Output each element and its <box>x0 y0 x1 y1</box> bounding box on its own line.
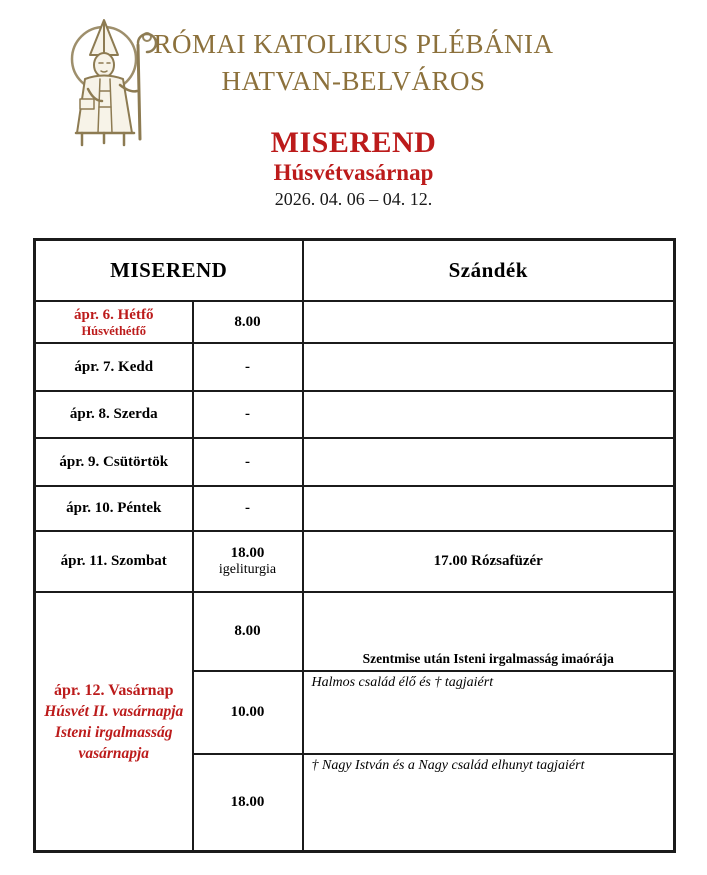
intention-cell <box>303 671 675 754</box>
schedule-table-container <box>33 238 676 853</box>
table-row-sunday-mass1 <box>35 592 675 671</box>
time-note: igeliturgia <box>218 562 277 577</box>
time-cell: 8.00 <box>193 592 303 671</box>
intention-cell <box>303 438 675 486</box>
bishop-logo-icon <box>54 15 160 148</box>
intention-cell <box>303 301 675 343</box>
day-cell <box>35 301 193 343</box>
after-mass-note: Szentmise után Isteni irgalmasság imaórája <box>362 651 614 666</box>
table-row-thursday <box>35 438 675 486</box>
date-range: 2026. 04. 06 – 04. 12. <box>274 189 433 209</box>
table-row-friday <box>35 486 675 531</box>
time-cell: - <box>193 343 303 391</box>
day-cell: ápr. 11. Szombat <box>35 531 193 592</box>
day-cell-sunday <box>35 592 193 852</box>
table-row-saturday <box>35 531 675 592</box>
page-title: MISEREND <box>270 126 437 159</box>
mass-schedule-table <box>33 238 676 853</box>
table-row-tuesday <box>35 343 675 391</box>
table-row-monday <box>35 301 675 343</box>
intention-cell <box>303 391 675 438</box>
time-cell: 10.00 <box>193 671 303 754</box>
time-cell <box>193 531 303 592</box>
time-cell: - <box>193 391 303 438</box>
day-label: ápr. 12. Vasárnap <box>54 681 174 699</box>
page-subtitle: Húsvétvasárnap <box>273 160 434 185</box>
day-note-1: Húsvét II. vasárnapja <box>44 702 184 720</box>
time-label: 18.00 <box>230 545 265 561</box>
day-note: Húsvéthétfő <box>81 323 147 338</box>
time-cell: 8.00 <box>193 301 303 343</box>
intention-cell <box>303 343 675 391</box>
intention-cell <box>303 592 675 671</box>
day-note-3: vasárnapja <box>78 744 150 762</box>
day-label: ápr. 6. Hétfő <box>74 306 154 323</box>
parish-name-line1: RÓMAI KATOLIKUS PLÉBÁNIA <box>153 29 554 59</box>
parish-name-line2: HATVAN-BELVÁROS <box>221 66 486 96</box>
day-note-2: Isteni irgalmasság <box>54 723 173 741</box>
column-header-szandek: Szándék <box>303 240 675 302</box>
intention-cell: 17.00 Rózsafüzér <box>303 531 675 592</box>
day-cell: ápr. 9. Csütörtök <box>35 438 193 486</box>
table-row-wednesday <box>35 391 675 438</box>
column-header-miserend: MISEREND <box>35 240 303 302</box>
intention-cell <box>303 486 675 531</box>
time-cell: 18.00 <box>193 754 303 852</box>
intention-cell <box>303 754 675 852</box>
time-cell: - <box>193 486 303 531</box>
table-header-row <box>35 240 675 302</box>
day-cell: ápr. 8. Szerda <box>35 391 193 438</box>
day-cell: ápr. 7. Kedd <box>35 343 193 391</box>
intention-text: Halmos család élő és † tagjaiért <box>311 675 494 690</box>
intention-text: † Nagy István és a Nagy család elhunyt tagjaiért <box>311 758 585 773</box>
day-cell: ápr. 10. Péntek <box>35 486 193 531</box>
time-cell: - <box>193 438 303 486</box>
